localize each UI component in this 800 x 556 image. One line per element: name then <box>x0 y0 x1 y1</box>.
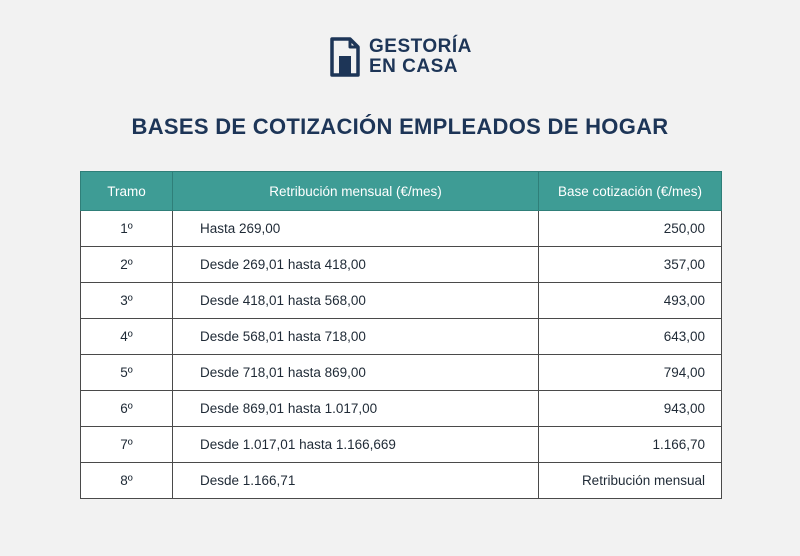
tramo-cell: 1º <box>81 211 173 247</box>
base-cell: 250,00 <box>539 211 722 247</box>
retribucion-cell: Hasta 269,00 <box>173 211 539 247</box>
table-row <box>81 463 722 499</box>
tramo-cell: 4º <box>81 319 173 355</box>
table-row <box>81 355 722 391</box>
page-title: BASES DE COTIZACIÓN EMPLEADOS DE HOGAR <box>131 114 669 139</box>
table-header-row <box>81 172 722 211</box>
base-cell: 357,00 <box>539 247 722 283</box>
tramo-cell: 2º <box>81 247 173 283</box>
tramo-cell: 7º <box>81 427 173 463</box>
house-document-icon <box>329 36 361 78</box>
table-row <box>81 319 722 355</box>
brand-line1: GESTORÍA <box>369 36 472 57</box>
header-base: Base cotización (€/mes) <box>539 172 722 211</box>
header-retribucion: Retribución mensual (€/mes) <box>173 172 539 211</box>
retribucion-cell: Desde 718,01 hasta 869,00 <box>173 355 539 391</box>
retribucion-cell: Desde 269,01 hasta 418,00 <box>173 247 539 283</box>
brand-line2: EN CASA <box>369 56 459 77</box>
retribucion-cell: Desde 1.166,71 <box>173 463 539 499</box>
retribucion-cell: Desde 1.017,01 hasta 1.166,669 <box>173 427 539 463</box>
table-row <box>81 283 722 319</box>
header-tramo: Tramo <box>81 172 173 211</box>
tramo-cell: 8º <box>81 463 173 499</box>
base-cell: 943,00 <box>539 391 722 427</box>
base-cell: Retribución mensual <box>539 463 722 499</box>
brand-logo <box>329 36 472 78</box>
table-row <box>81 391 722 427</box>
contribution-table <box>80 171 722 499</box>
tramo-cell: 6º <box>81 391 173 427</box>
base-cell: 493,00 <box>539 283 722 319</box>
tramo-cell: 5º <box>81 355 173 391</box>
retribucion-cell: Desde 869,01 hasta 1.017,00 <box>173 391 539 427</box>
table-row <box>81 211 722 247</box>
retribucion-cell: Desde 568,01 hasta 718,00 <box>173 319 539 355</box>
base-cell: 643,00 <box>539 319 722 355</box>
table-row <box>81 427 722 463</box>
base-cell: 1.166,70 <box>539 427 722 463</box>
tramo-cell: 3º <box>81 283 173 319</box>
table-row <box>81 247 722 283</box>
retribucion-cell: Desde 418,01 hasta 568,00 <box>173 283 539 319</box>
brand-name <box>369 37 472 77</box>
base-cell: 794,00 <box>539 355 722 391</box>
